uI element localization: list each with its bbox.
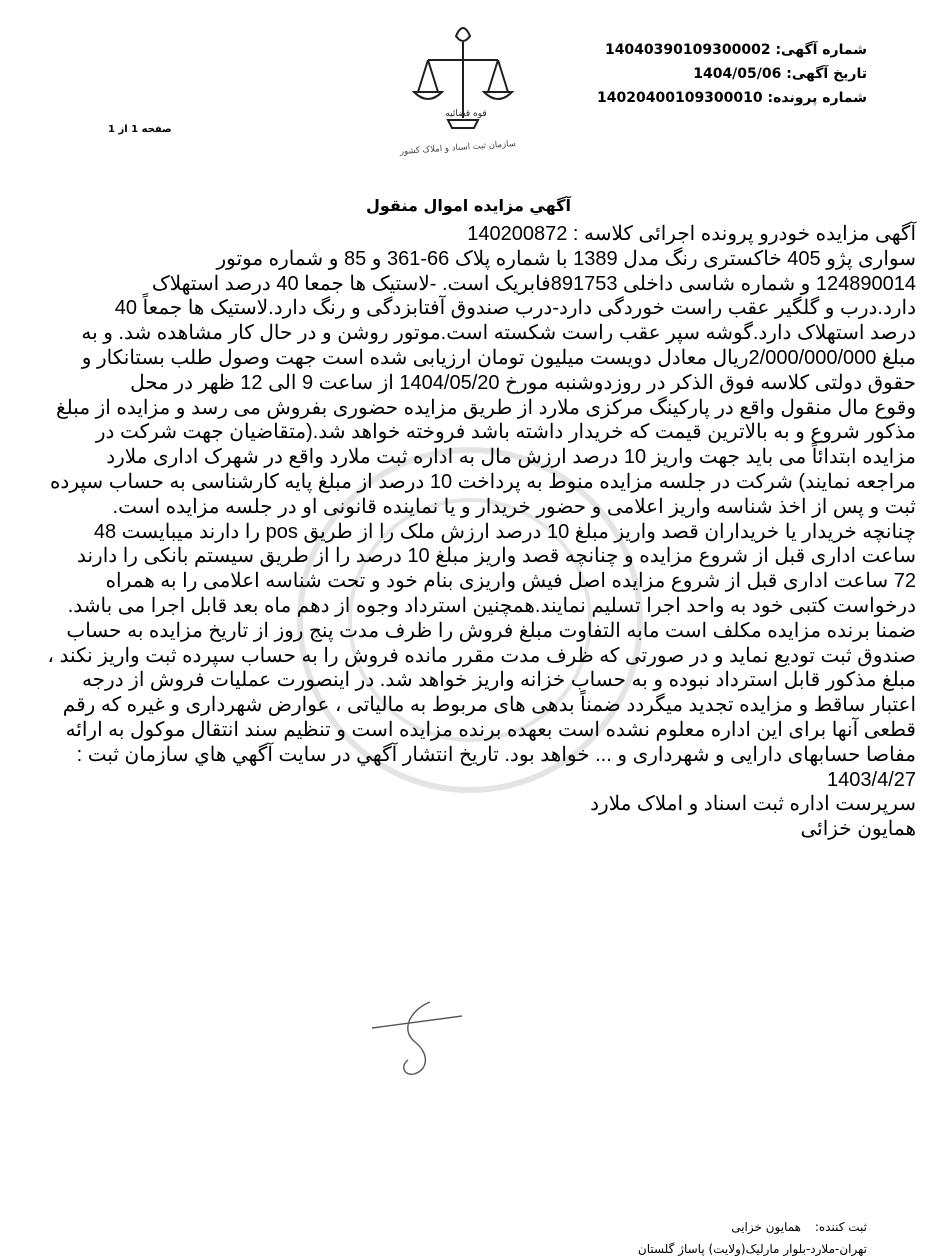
body-line: آگهی مزایده خودرو پرونده اجرائی کلاسه : 140200872: [467, 223, 916, 245]
ad-date-row: [597, 62, 867, 86]
svg-text:قوه قضائیه: قوه قضائیه: [445, 109, 487, 119]
body-line: وقوع مال منقول واقع در پارکینگ مرکزی ملارد از طریق مزایده حضوری بفروش می رسد و مزایده از مبلغ: [56, 396, 916, 419]
ad-number-row: [597, 38, 867, 62]
body-line: 124890014 و شماره شاسی داخلی 891753فابریک است. -لاستیک ها جمعا 40 درصد استهلاک: [151, 272, 916, 295]
body-line: درصد استهلاک دارد.گوشه سپر عقب راست شکسته است.موتور روشن و در حال کار مشاهده شد. و به: [81, 322, 916, 345]
footer: [638, 1216, 867, 1260]
body-line: مذکور شروع و به بالاترین قیمت که خریدار داشته باشد فروخته خواهد شد.(متقاضیان جهت شرکت در: [95, 421, 916, 444]
scales-of-justice-icon: [398, 8, 528, 158]
body-line: مراجعه نمایند) شرکت در جلسه مزایده منوط به پرداخت 10 درصد از مبلغ پایه کارشناسی به حساب سپرده: [49, 470, 916, 493]
body-line: چنانچه خریدار یا خریداران قصد واریز مبلغ 10 درصد ارزش ملک را از طریق pos را دارند میبایست 48: [93, 520, 916, 543]
announcement-body: [6, 222, 916, 842]
document-title: آگهي مزايده اموال منقول: [366, 196, 571, 215]
ad-number-value: 14040390109300002: [604, 42, 771, 58]
body-line: مبلغ مذکور قابل استرداد نبوده و به حساب خزانه واریز خواهد شد. در اینصورت عملیات فروش از درجه: [81, 669, 916, 692]
office-address: تهران-ملارد-بلوار مارلیک(ولایت) پاساژ گلستان: [637, 1242, 867, 1256]
body-line: ضمنا برنده مزایده مکلف است مابه التفاوت مبلغ فروش را ظرف مدت پنج روز از تاریخ مزایده به حساب: [66, 619, 916, 642]
page-number: صفحه 1 از 1: [108, 124, 172, 135]
signatory-name: همایون خزائی: [800, 818, 916, 841]
body-line: مزایده ابتدائاً می باید جهت واریز 10 درصد ارزش مال به اداره ثبت ملارد واقع در شهرک اداری ملارد: [106, 446, 916, 469]
ad-meta-block: [597, 38, 867, 110]
body-line: مبلغ 2/000/000/000ریال معادل دویست میلیون تومان ارزیابی شده است جهت وصول طلب بستانکار و: [81, 346, 916, 369]
body-line: مفاصا حسابهای دارایی و شهرداری و ... خواهد بود. تاریخ انتشار آگهي در سایت آگهي هاي سازمان ثبت :: [76, 743, 916, 766]
body-line: دارد.درب و گلگیر عقب راست خوردگی دارد-درب صندوق آفتابزدگی و رنگ دارد.لاستیک ها جمعاً 40: [114, 297, 916, 320]
body-line: 72 ساعت اداری قبل از شروع مزایده اصل فیش واریزی بنام خود و تحت شناسه اعلامی را به همراه: [105, 570, 916, 593]
svg-text:سازمان ثبت اسناد و املاک کشور: سازمان ثبت اسناد و املاک کشور: [399, 138, 517, 158]
body-line: اعتبار ساقط و مزایده تجدید میگردد ضمناً بدهی های مربوط به مالیاتی ، عوارض شهرداری و غیره که رقم: [62, 694, 916, 717]
judiciary-emblem: [398, 8, 528, 158]
registrar-row: [638, 1216, 867, 1238]
file-number-value: 14020400109300010: [597, 90, 763, 106]
file-number-label: شماره پرونده:: [767, 90, 867, 106]
registrar-label: ثبت کننده:: [814, 1220, 867, 1234]
body-line: 1403/4/27: [827, 768, 916, 791]
body-line: سواری پژو 405 خاکستری رنگ مدل 1389 با شماره پلاک 66-361 و 85 و شماره موتور: [216, 247, 916, 270]
ad-number-label: شماره آگهی:: [775, 42, 867, 58]
file-number-row: [597, 86, 867, 110]
handwritten-signature: [370, 990, 470, 1080]
body-line: حقوق دولتی کلاسه فوق الذکر در روزدوشنبه مورخ 1404/05/20 از ساعت 9 الی 12 ظهر در محل: [130, 371, 916, 394]
ad-date-label: تاریخ آگهی:: [786, 66, 867, 82]
body-line: ساعت اداری قبل از شروع مزایده و چنانچه قصد واریز مبلغ 10 درصد را از طریق سیستم بانکی را دارند: [76, 545, 916, 568]
signatory-title: سرپرست اداره ثبت اسناد و املاک ملارد: [590, 793, 916, 816]
body-line: قطعی آنها برای این اداره معلوم نشده است بعهده برنده مزایده است و تنظیم سند انتقال موکول به ارائه: [65, 718, 916, 741]
body-line: صندوق ثبت تودیع نماید و در صورتی که ظرف مدت مقرر مانده فروش را به حساب سپرده ثبت واریز نکند ،: [47, 644, 916, 667]
body-line: ثبت و پس از اخذ شناسه واریز اعلامی و حضور خریدار و یا نماینده قانونی او در جلسه مزایده است.: [112, 495, 916, 518]
registrar-name: همایون خزایی: [731, 1220, 802, 1234]
body-line: درخواست کتبی خود به واحد اجرا تسلیم نمایند.همچنین استرداد وجوه از دهم ماه بعد قابل اجرا می باشد.: [67, 594, 916, 617]
ad-date-value: 1404/05/06: [693, 66, 782, 82]
